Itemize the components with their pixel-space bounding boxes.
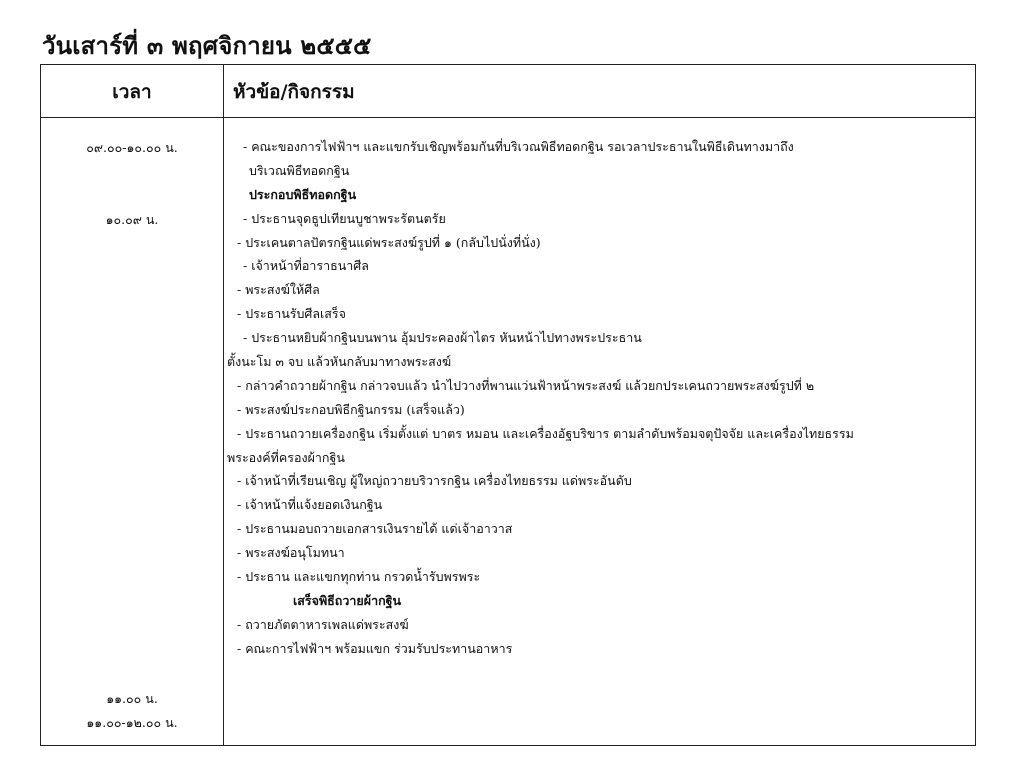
activity-line: - ถวายภัตตาหารเพลแด่พระสงฆ์ bbox=[237, 616, 409, 632]
time-cell: ๑๐.๐๙ น. bbox=[105, 212, 159, 227]
activity-line: พระองค์ที่ครองผ้ากฐิน bbox=[227, 449, 345, 465]
activity-line: - คณะการไฟฟ้าฯ พร้อมแขก ร่วมรับประทานอาหาร bbox=[237, 640, 513, 656]
activity-line: - พระสงฆ์ให้ศีล bbox=[237, 282, 320, 298]
activity-list bbox=[227, 135, 972, 661]
activity-line: - ประธาน และแขกทุกท่าน กรวดน้ำรับพรพระ bbox=[237, 569, 481, 585]
activity-line: - เจ้าหน้าที่แจ้งยอดเงินกฐิน bbox=[237, 497, 383, 513]
activity-line: - พระสงฆ์ประกอบพิธีกฐินกรรม (เสร็จแล้ว) bbox=[237, 401, 465, 417]
activity-line: - เจ้าหน้าที่เรียนเชิญ ผู้ใหญ่ถวายบริวารกฐิน เครื่องไทยธรรม แด่พระอันดับ bbox=[237, 473, 632, 489]
time-cell: ๑๑.๐๐-๑๒.๐๐ น. bbox=[86, 715, 178, 730]
activity-line: - พระสงฆ์อนุโมทนา bbox=[237, 545, 345, 561]
activity-line: - กล่าวคำถวายผ้ากฐิน กล่าวจบแล้ว นำไปวางที่พานแว่นฟ้าหน้าพระสงฆ์ แล้วยกประเคนถวายพระสงฆ์รูปที่ ๒ bbox=[237, 377, 815, 393]
time-cell: ๐๙.๐๐-๑๐.๐๐ น. bbox=[86, 140, 178, 155]
section-heading: เสร็จพิธีถวายผ้ากฐิน bbox=[293, 592, 402, 608]
header-time: เวลา bbox=[112, 81, 152, 103]
section-heading: ประกอบพิธีทอดกฐิน bbox=[249, 186, 357, 202]
activity-line: บริเวณพิธีทอดกฐิน bbox=[249, 162, 350, 178]
activity-line: - ประธานรับศีลเสร็จ bbox=[237, 306, 346, 322]
time-cell: ๑๑.๐๐ น. bbox=[106, 691, 158, 706]
schedule-table bbox=[40, 64, 976, 746]
activity-line: - เจ้าหน้าที่อาราธนาศีล bbox=[243, 258, 369, 274]
activity-line: - คณะของการไฟฟ้าฯ และแขกรับเชิญพร้อมกันที่บริเวณพิธีทอดกฐิน รอเวลาประธานในพิธีเดินทางมาถึง bbox=[243, 139, 794, 154]
activity-line: ตั้งนะโม ๓ จบ แล้วหันกลับมาทางพระสงฆ์ bbox=[227, 354, 452, 370]
page-title: วันเสาร์ที่ ๓ พฤศจิกายน ๒๕๕๕ bbox=[42, 31, 372, 60]
activity-line: - ประเคนตาลปัตรกฐินแด่พระสงฆ์รูปที่ ๑ (กลับไปนั่งที่นั่ง) bbox=[237, 234, 541, 250]
activity-line: - ประธานหยิบผ้ากฐินบนพาน อุ้มประคองผ้าไตร หันหน้าไปทางพระประธาน bbox=[243, 330, 642, 346]
activity-line: - ประธานมอบถวายเอกสารเงินรายได้ แด่เจ้าอาวาส bbox=[237, 521, 513, 537]
activity-line: - ประธานจุดธูปเทียนบูชาพระรัตนตรัย bbox=[243, 210, 446, 226]
column-divider bbox=[223, 65, 224, 745]
activity-line: - ประธานถวายเครื่องกฐิน เริ่มตั้งแต่ บาตร หมอน และเครื่องอัฐบริขาร ตามลำดับพร้อมจตุปัจจัย และเครื่องไทยธรรม bbox=[237, 425, 854, 441]
header-divider bbox=[41, 117, 975, 118]
header-topic: หัวข้อ/กิจกรรม bbox=[233, 81, 355, 103]
